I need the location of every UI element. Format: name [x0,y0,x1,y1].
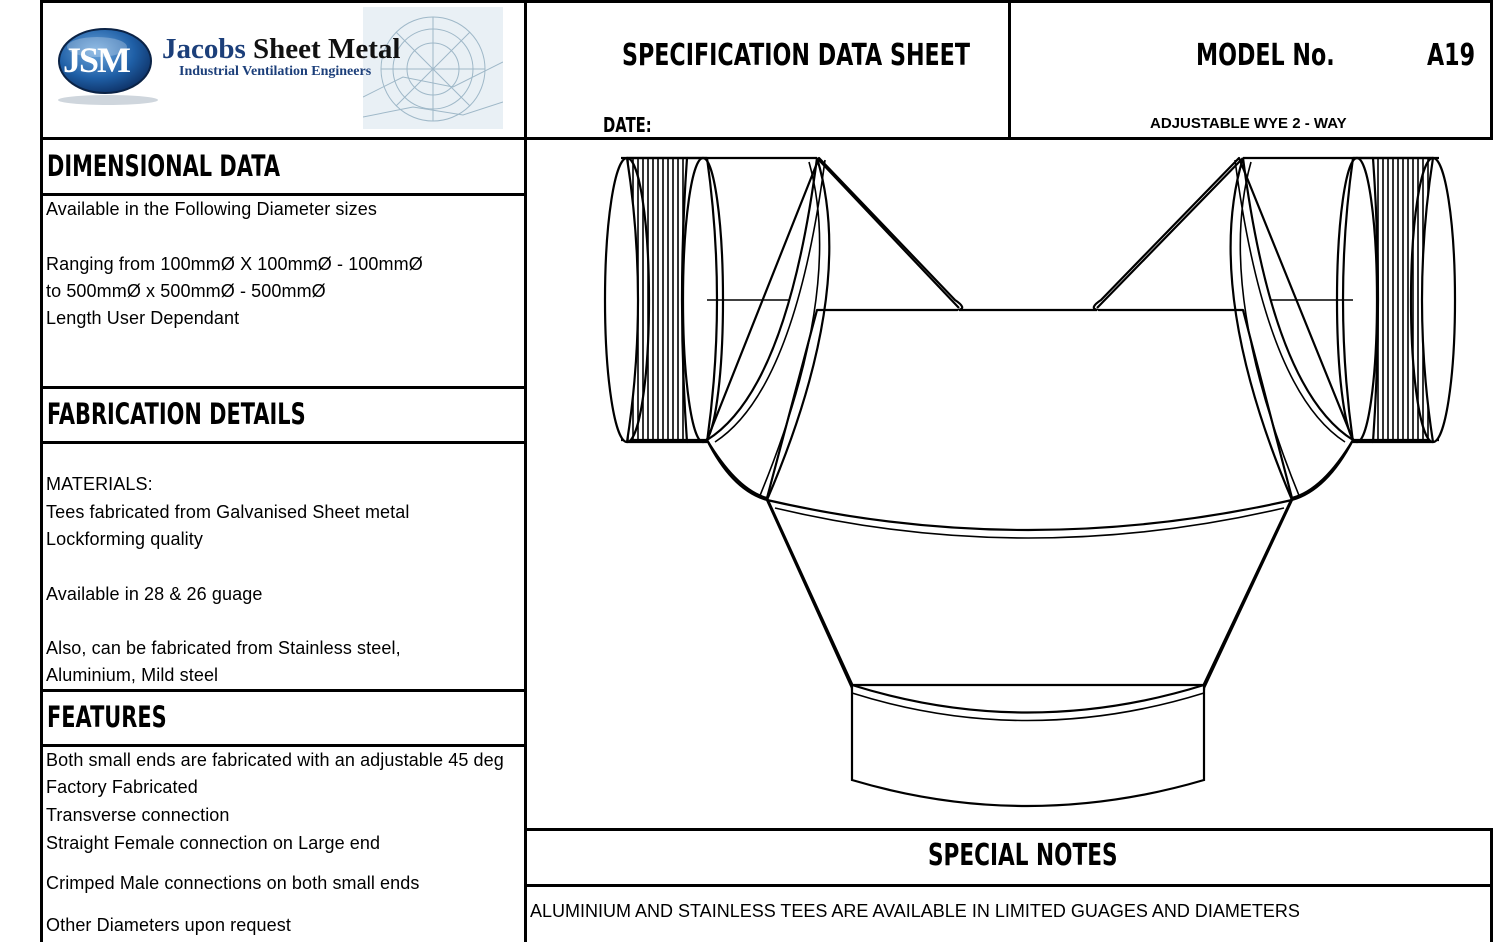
model-number-wrap [1427,38,1492,73]
logo-background-graphic [363,7,503,129]
features-line-5: Crimped Male connections on both small ends [46,873,420,893]
dimensional-line-2: Ranging from 100mmØ X 100mmØ - 100mmØ [46,254,423,274]
features-title-wrap [47,700,213,734]
fabrication-line-5: Also, can be fabricated from Stainless steel, [46,638,401,658]
features-title-rule [40,744,527,747]
company-tagline: Industrial Ventilation Engineers [179,64,372,79]
company-name-first: Jacobs [162,33,246,65]
fabrication-line-4: Available in 28 & 26 guage [46,584,263,604]
features-line-1: Both small ends are fabricated with an adjustable 45 deg [46,750,504,770]
fabrication-line-2: Tees fabricated from Galvanised Sheet metal [46,502,410,522]
features-line-2: Factory Fabricated [46,777,198,797]
wye-center-fill [767,310,1292,498]
fabrication-title: FABRICATION DETAILS [47,397,306,431]
fabrication-title-wrap [47,397,406,431]
wye-body [767,498,1292,690]
product-name: ADJUSTABLE WYE 2 - WAY [1150,115,1347,132]
logo-area [43,3,524,137]
dimensional-title-wrap [47,149,371,183]
notes-title-wrap [928,838,1191,873]
model-label: MODEL No. [1196,38,1335,73]
notes-title-rule [524,884,1493,887]
fabrication-bottom-rule [40,689,527,692]
wye-drawing [527,140,1493,826]
dimensional-line-4: Length User Dependant [46,308,240,328]
notes-text: ALUMINIUM AND STAINLESS TEES ARE AVAILABLE IN LIMITED GUAGES AND DIAMETERS [530,901,1300,921]
features-line-3: Transverse connection [46,805,230,825]
date-label: DATE: [603,113,652,137]
features-title: FEATURES [47,700,167,734]
dimensional-bottom-rule [40,386,527,389]
sheet-title-wrap [622,38,1092,73]
sheet-title: SPECIFICATION DATA SHEET [622,38,970,73]
notes-title: SPECIAL NOTES [928,838,1118,873]
company-name-second: Sheet Metal [253,33,401,65]
features-line-6: Other Diameters upon request [46,915,291,935]
dimensional-line-1: Available in the Following Diameter sizes [46,199,377,219]
fabrication-line-6: Aluminium, Mild steel [46,665,219,685]
model-label-wrap [1196,38,1383,73]
dimensional-title: DIMENSIONAL DATA [47,149,281,183]
model-number: A19 [1427,38,1476,73]
fabrication-line-3: Lockforming quality [46,529,203,549]
fabrication-line-1: MATERIALS: [46,474,153,494]
dimensional-title-rule [40,193,527,196]
dimensional-line-3: to 500mmØ x 500mmØ - 500mmØ [46,281,326,301]
frame-left-border [40,0,43,942]
fabrication-title-rule [40,441,527,444]
logo-monogram: JSM [63,40,129,80]
date-label-wrap [603,113,669,137]
company-name [162,33,400,66]
notes-top-rule [524,828,1493,831]
features-line-4: Straight Female connection on Large end [46,833,381,853]
bottom-collar [852,685,1204,806]
